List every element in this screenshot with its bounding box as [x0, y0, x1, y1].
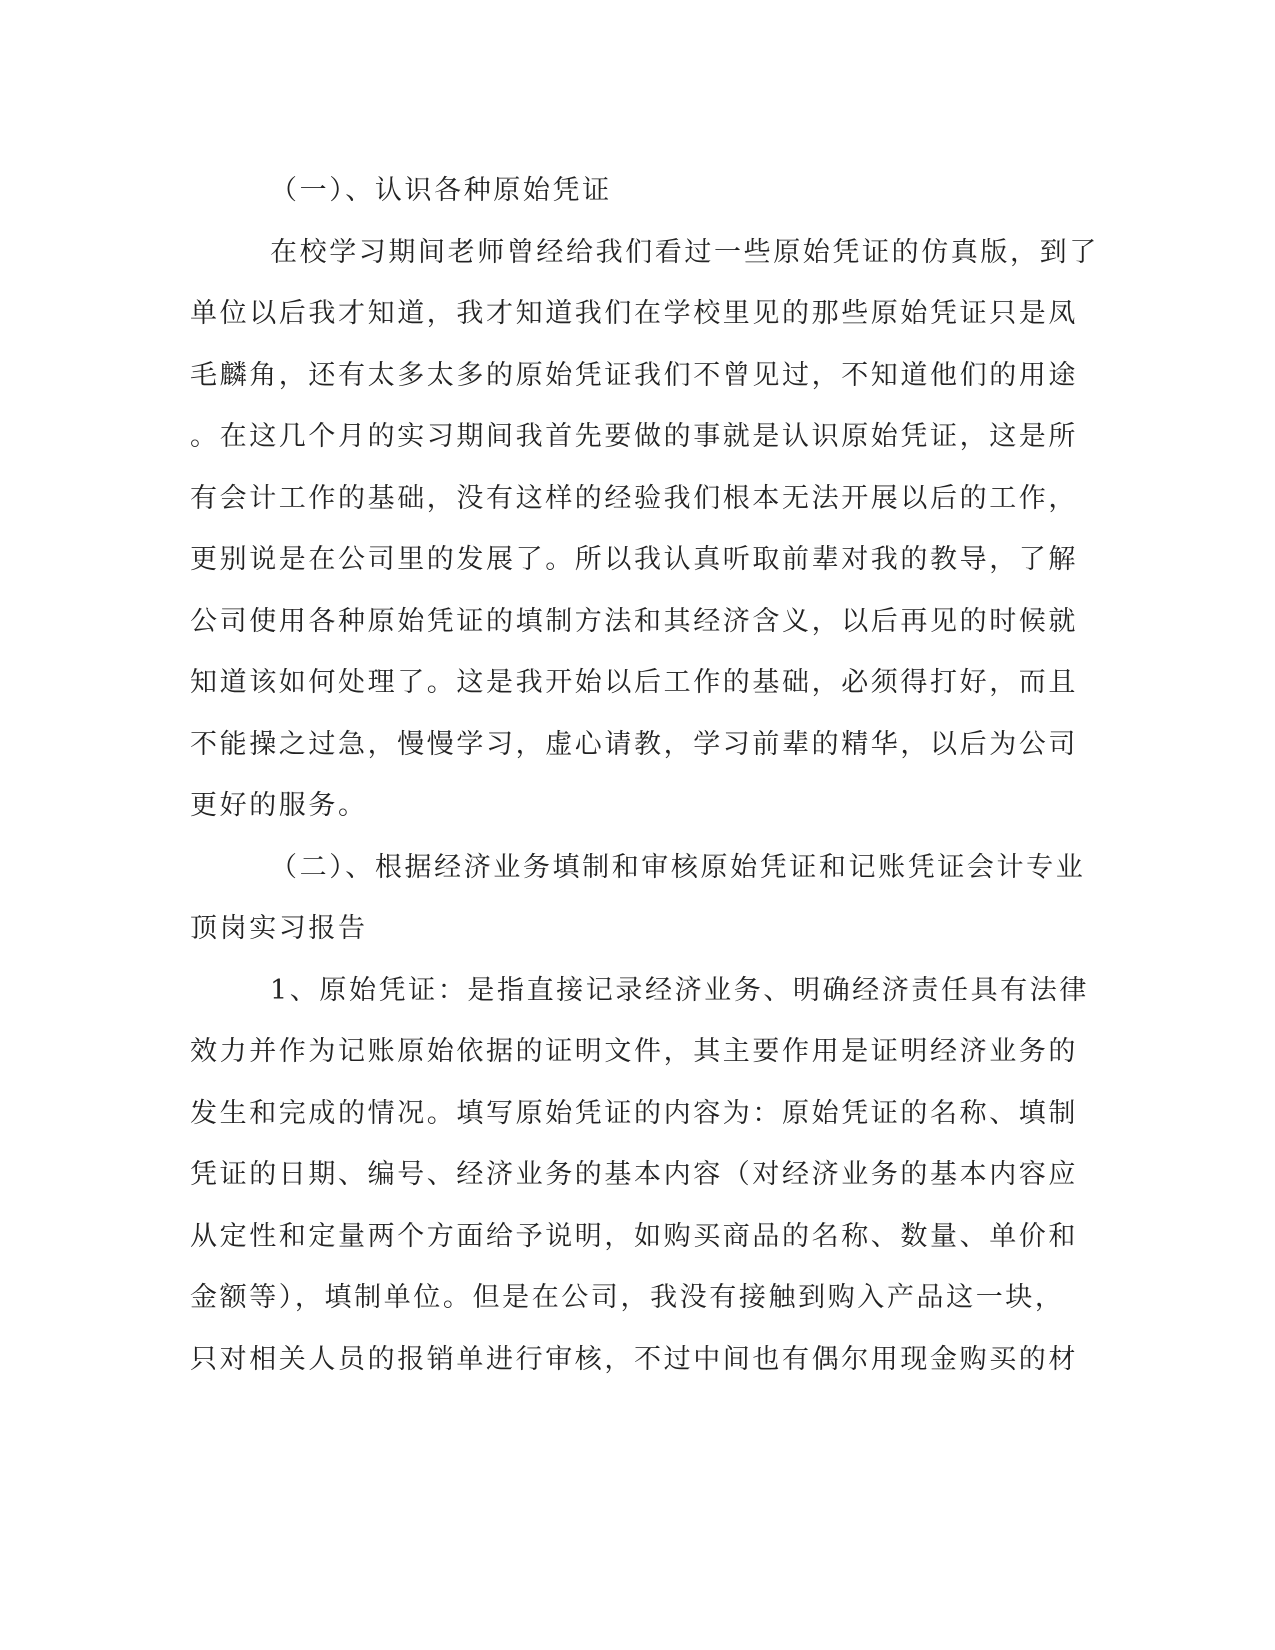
paragraph-line: 更别说是在公司里的发展了。所以我认真听取前辈对我的教导，了解: [190, 544, 1078, 575]
paragraph-line: 公司使用各种原始凭证的填制方法和其经济含义，以后再见的时候就: [190, 605, 1078, 637]
paragraph-line: 凭证的日期、编号、经济业务的基本内容（对经济业务的基本内容应: [190, 1159, 1078, 1190]
paragraph-line: 更好的服务。: [190, 790, 368, 821]
paragraph-line: 效力并作为记账原始依据的证明文件，其主要作用是证明经济业务的: [190, 1036, 1078, 1067]
paragraph-line: 从定性和定量两个方面给予说明，如购买商品的名称、数量、单价和: [190, 1220, 1078, 1252]
section-heading-1: （一）、认识各种原始凭证: [270, 175, 612, 206]
paragraph-line: 1、原始凭证：是指直接记录经济业务、明确经济责任具有法律: [270, 974, 1089, 1006]
paragraph-line: 毛麟角，还有太多太多的原始凭证我们不曾见过，不知道他们的用途: [190, 359, 1078, 391]
paragraph-line: 发生和完成的情况。填写原始凭证的内容为：原始凭证的名称、填制: [190, 1097, 1078, 1129]
paragraph-line: 有会计工作的基础，没有这样的经验我们根本无法开展以后的工作，: [190, 482, 1078, 514]
paragraph-line: 在校学习期间老师曾经给我们看过一些原始凭证的仿真版，到了: [270, 236, 1099, 268]
paragraph-line: 知道该如何处理了。这是我开始以后工作的基础，必须得打好，而且: [190, 667, 1078, 698]
paragraph-line: 只对相关人员的报销单进行审核，不过中间也有偶尔用现金购买的材: [190, 1343, 1078, 1375]
paragraph-line: 。在这几个月的实习期间我首先要做的事就是认识原始凭证，这是所: [190, 421, 1078, 452]
section-heading-2-continued: 顶岗实习报告: [190, 913, 368, 944]
paragraph-line: 单位以后我才知道，我才知道我们在学校里见的那些原始凭证只是凤: [190, 298, 1078, 329]
paragraph-line: 不能操之过急，慢慢学习，虚心请教，学习前辈的精华，以后为公司: [190, 728, 1078, 760]
paragraph-line: 金额等），填制单位。但是在公司，我没有接触到购入产品这一块，: [190, 1282, 1065, 1313]
document-body: [190, 160, 1099, 1390]
section-heading-2: （二）、根据经济业务填制和审核原始凭证和记账凭证会计专业: [270, 851, 1086, 883]
